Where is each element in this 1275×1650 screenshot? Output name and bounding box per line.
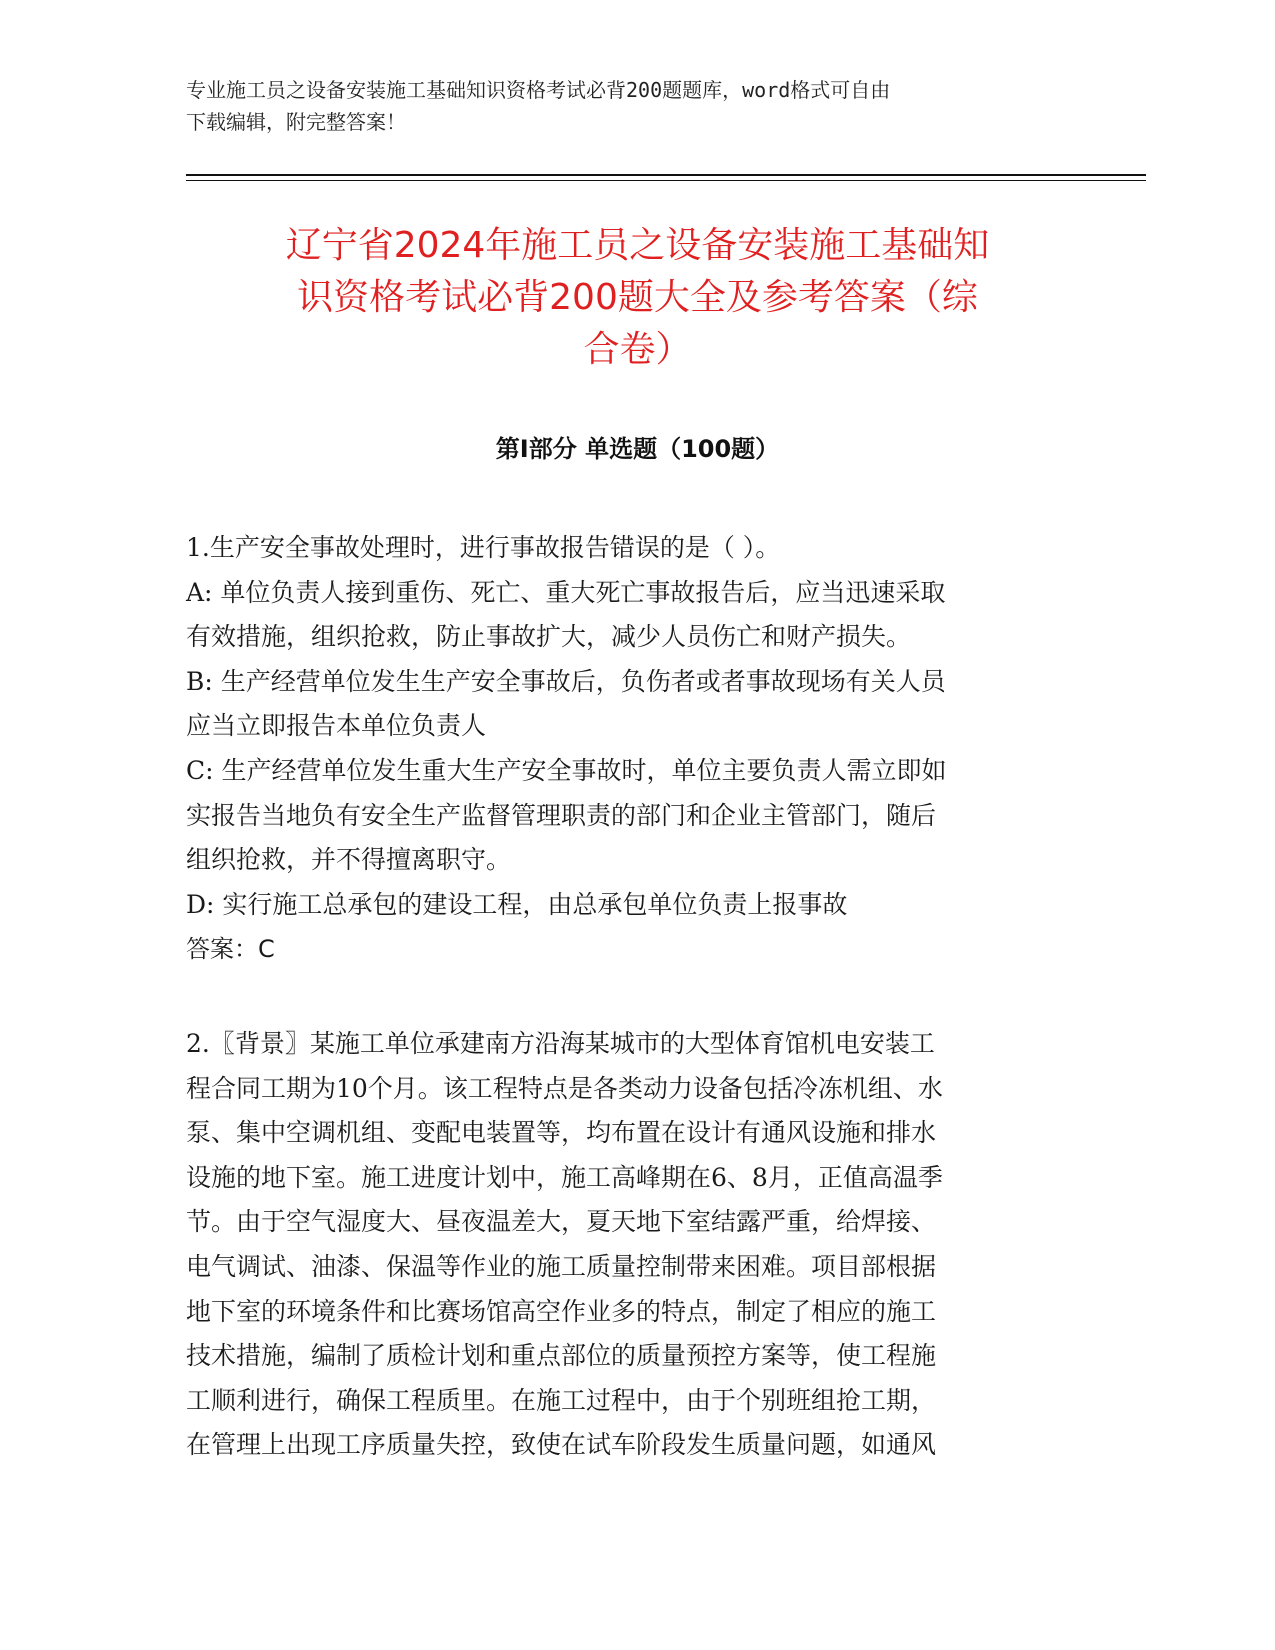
question-2-line: 技术措施，编制了质检计划和重点部位的质量预控方案等，使工程施 bbox=[186, 1341, 937, 1371]
header-note-line: 下载编辑，附完整答案！ bbox=[186, 110, 406, 134]
section-heading: 第Ⅰ部分 单选题（100题） bbox=[495, 435, 780, 463]
question-2-line: 地下室的环境条件和比赛场馆高空作业多的特点，制定了相应的施工 bbox=[186, 1296, 937, 1326]
option-a: A: 单位负责人接到重伤、死亡、重大死亡事故报告后，应当迅速采取 bbox=[186, 577, 946, 607]
option-b: B: 生产经营单位发生生产安全事故后，负伤者或者事故现场有关人员 bbox=[186, 666, 946, 696]
question-1-stem: 1.生产安全事故处理时，进行事故报告错误的是（ ）。 bbox=[186, 533, 781, 562]
question-2-line: 程合同工期为10个月。该工程特点是各类动力设备包括冷冻机组、水 bbox=[186, 1073, 943, 1103]
title-line: 辽宁省2024年施工员之设备安装施工基础知 bbox=[285, 225, 990, 266]
option-d: D: 实行施工总承包的建设工程，由总承包单位负责上报事故 bbox=[186, 889, 848, 919]
header-note-line: 专业施工员之设备安装施工基础知识资格考试必背200题题库，word格式可自由 bbox=[186, 78, 891, 102]
question-2-line: 2.〖背景〗某施工单位承建南方沿海某城市的大型体育馆机电安装工 bbox=[186, 1029, 935, 1058]
header-divider-thin bbox=[186, 180, 1146, 181]
option-c-cont: 组织抢救，并不得擅离职守。 bbox=[186, 845, 512, 875]
question-2-line: 工顺利进行，确保工程质里。在施工过程中，由于个别班组抢工期， bbox=[186, 1385, 937, 1415]
option-a-cont: 有效措施，组织抢救，防止事故扩大，减少人员伤亡和财产损失。 bbox=[186, 622, 912, 652]
title-line: 识资格考试必背200题大全及参考答案（综 bbox=[297, 277, 978, 318]
option-c: C: 生产经营单位发生重大生产安全事故时，单位主要负责人需立即如 bbox=[186, 755, 947, 785]
answer-line: 答案：C bbox=[186, 935, 275, 964]
header-divider-thick bbox=[186, 174, 1146, 176]
document-title bbox=[180, 220, 1095, 376]
question-2-line: 在管理上出现工序质量失控，致使在试车阶段发生质量问题，如通风 bbox=[186, 1430, 937, 1460]
question-2-line: 节。由于空气湿度大、昼夜温差大，夏天地下室结露严重，给焊接、 bbox=[186, 1207, 937, 1237]
option-b-cont: 应当立即报告本单位负责人 bbox=[186, 711, 487, 741]
header-note bbox=[186, 74, 1066, 138]
question-2-line: 泵、集中空调机组、变配电装置等，均布置在设计有通风设施和排水 bbox=[186, 1118, 937, 1148]
option-c-cont: 实报告当地负有安全生产监督管理职责的部门和企业主管部门，随后 bbox=[186, 800, 937, 830]
question-2 bbox=[186, 1022, 1066, 1468]
question-2-line: 设施的地下室。施工进度计划中，施工高峰期在6、8月，正值高温季 bbox=[186, 1162, 943, 1192]
question-2-line: 电气调试、油漆、保温等作业的施工质量控制带来困难。项目部根据 bbox=[186, 1251, 937, 1281]
question-1 bbox=[186, 526, 1066, 972]
title-line: 合卷） bbox=[583, 329, 692, 370]
